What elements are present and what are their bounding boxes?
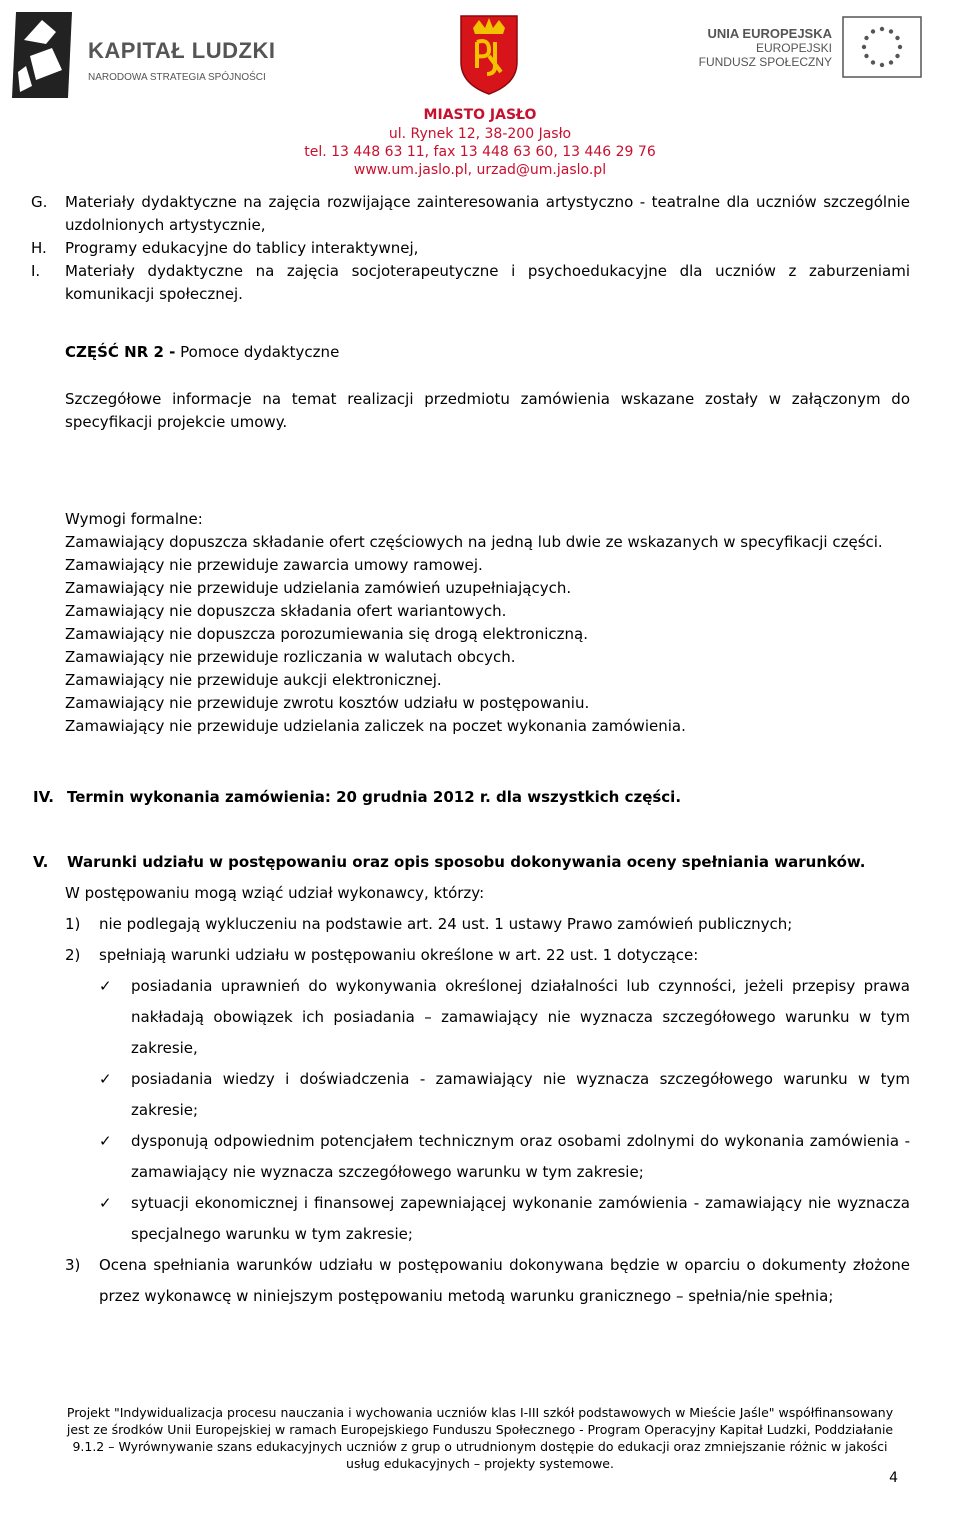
footer-line-4: usług edukacyjnych – projekty systemowe. — [346, 1456, 614, 1471]
section-key: V. — [33, 853, 49, 871]
part-2-title: Pomoce dydaktyczne — [175, 343, 340, 361]
formal-line: Zamawiający nie dopuszcza składania ofert wariantowych. — [65, 602, 507, 620]
part-2-label: CZĘŚĆ NR 2 - — [65, 343, 176, 361]
item-text: spełniają warunki udziału w postępowaniu określone w art. 22 ust. 1 dotyczące: — [99, 946, 699, 964]
page-header — [0, 0, 960, 185]
formal-heading: Wymogi formalne: — [65, 510, 203, 528]
part-2-heading — [65, 341, 910, 364]
eu-line-1: UNIA EUROPEJSKA — [707, 26, 832, 41]
web-email-line: www.um.jaslo.pl, urzad@um.jaslo.pl — [353, 162, 607, 178]
list-item-h — [31, 237, 910, 260]
project-footer — [0, 1404, 960, 1472]
check-item — [99, 1126, 910, 1188]
list-item-i — [31, 260, 910, 306]
eu-line-3: FUNDUSZ SPOŁECZNY — [698, 55, 832, 69]
city-name: MIASTO JASŁO — [423, 107, 537, 123]
check-item — [99, 1064, 910, 1126]
section-iv — [33, 786, 910, 809]
item-key: 3) — [65, 1256, 81, 1274]
check-icon: ✓ — [99, 1132, 112, 1150]
formal-line: Zamawiający nie przewiduje aukcji elektronicznej. — [65, 671, 442, 689]
formal-line: Zamawiający nie dopuszcza porozumiewania się drogą elektroniczną. — [65, 625, 588, 643]
kapital-ludzki-subtitle: NARODOWA STRATEGIA SPÓJNOŚCI — [88, 72, 266, 83]
list-key: H. — [31, 239, 47, 257]
footer-line-1: Projekt "Indywidualizacja procesu nauczania i wychowania uczniów klas I-III szkół podstawowych w Mieście Jaśle" współfinansowany — [66, 1405, 894, 1420]
list-key: I. — [31, 262, 41, 280]
section-v — [33, 847, 910, 878]
eu-logo — [690, 16, 952, 86]
formal-line: Zamawiający nie przewiduje udzielania zamówień uzupełniających. — [65, 579, 572, 597]
list-key: G. — [31, 193, 48, 211]
formal-line: Zamawiający nie przewiduje udzielania zaliczek na poczet wykonania zamówienia. — [65, 717, 686, 735]
item-text: Ocena spełniania warunków udziału w postępowaniu dokonywana będzie w oparciu o dokumenty złożone przez wykonawcę w niniejszym postępowaniu metodą warunku granicznego – spełnia/nie spełnia; — [99, 1256, 910, 1305]
check-text: posiadania wiedzy i doświadczenia - zamawiający nie wyznacza szczegółowego warunku w tym zakresie; — [131, 1070, 910, 1119]
check-item — [99, 1188, 910, 1250]
numbered-item-2 — [65, 940, 910, 971]
numbered-item-3 — [65, 1250, 910, 1312]
check-item — [99, 971, 910, 1064]
formal-line: Zamawiający nie przewiduje rozliczania w walutach obcych. — [65, 648, 516, 666]
details-paragraph: Szczegółowe informacje na temat realizacji przedmiotu zamówienia wskazane zostały w załączonym do specyfikacji projekcie umowy. — [65, 390, 910, 431]
street-address: ul. Rynek 12, 38-200 Jasło — [388, 126, 572, 142]
eu-line-2: EUROPEJSKI — [755, 41, 832, 55]
phone-line: tel. 13 448 63 11, fax 13 448 63 60, 13 446 29 76 — [304, 144, 656, 160]
jaslo-coat-of-arms — [459, 12, 519, 96]
kapital-ludzki-title: KAPITAŁ LUDZKI — [88, 38, 276, 63]
page-number: 4 — [889, 1470, 898, 1486]
list-text: Programy edukacyjne do tablicy interaktywnej, — [65, 239, 419, 257]
footer-line-2: jest ze środków Unii Europejskiej w ramach Europejskiego Funduszu Społecznego - Program Operacyjny Kapitał Ludzki, Poddziałanie — [66, 1422, 894, 1437]
check-icon: ✓ — [99, 1070, 112, 1088]
formal-line: Zamawiający dopuszcza składanie ofert częściowych na jedną lub dwie ze wskazanych w specyfikacji części. — [65, 533, 883, 551]
section-title: Warunki udziału w postępowaniu oraz opis sposobu dokonywania oceny spełniania warunków. — [67, 853, 866, 871]
item-key: 1) — [65, 915, 81, 933]
address-block — [0, 106, 960, 179]
list-text: Materiały dydaktyczne na zajęcia rozwijające zainteresowania artystyczno - teatralne dla uczniów szczególnie uzdolnionych artystycznie, — [65, 193, 910, 234]
check-text: posiadania uprawnień do wykonywania określonej działalności lub czynności, jeżeli przepisy prawa nakładają obowiązek ich posiadania – zamawiający nie wyznacza szczegółowego warunku w tym zakresie, — [131, 977, 910, 1057]
intro-paragraph: W postępowaniu mogą wziąć udział wykonawcy, którzy: — [65, 884, 485, 902]
kapital-ludzki-emblem — [12, 10, 74, 100]
check-icon: ✓ — [99, 1194, 112, 1212]
check-icon: ✓ — [99, 977, 112, 995]
eu-flag-icon — [842, 16, 922, 78]
check-text: sytuacji ekonomicznej i finansowej zapewniającej wykonanie zamówienia - zamawiający nie wyznacza specjalnego warunku w tym zakresie; — [131, 1194, 910, 1243]
list-text: Materiały dydaktyczne na zajęcia socjoterapeutyczne i psychoedukacyjne dla uczniów z zaburzeniami komunikacji społecznej. — [65, 262, 910, 303]
numbered-item-1 — [65, 909, 910, 940]
document-body — [31, 191, 910, 1312]
eu-text — [699, 26, 832, 69]
list-item-g — [31, 191, 910, 237]
item-key: 2) — [65, 946, 81, 964]
item-text: nie podlegają wykluczeniu na podstawie art. 24 ust. 1 ustawy Prawo zamówień publicznych; — [99, 915, 793, 933]
formal-line: Zamawiający nie przewiduje zawarcia umowy ramowej. — [65, 556, 483, 574]
section-key: IV. — [33, 788, 54, 806]
kapital-ludzki-logo — [12, 10, 282, 100]
section-title: Termin wykonania zamówienia: 20 grudnia 2012 r. dla wszystkich części. — [67, 788, 682, 806]
check-text: dysponują odpowiednim potencjałem technicznym oraz osobami zdolnymi do wykonania zamówienia - zamawiający nie wyznacza szczegółowego warunku w tym zakresie; — [131, 1132, 910, 1181]
footer-line-3: 9.1.2 – Wyrównywanie szans edukacyjnych uczniów z grup o utrudnionym dostępie do edukacji oraz zmniejszanie różnic w jakości — [72, 1439, 888, 1454]
formal-line: Zamawiający nie przewiduje zwrotu kosztów udziału w postępowaniu. — [65, 694, 590, 712]
conditions-checklist — [99, 971, 910, 1250]
